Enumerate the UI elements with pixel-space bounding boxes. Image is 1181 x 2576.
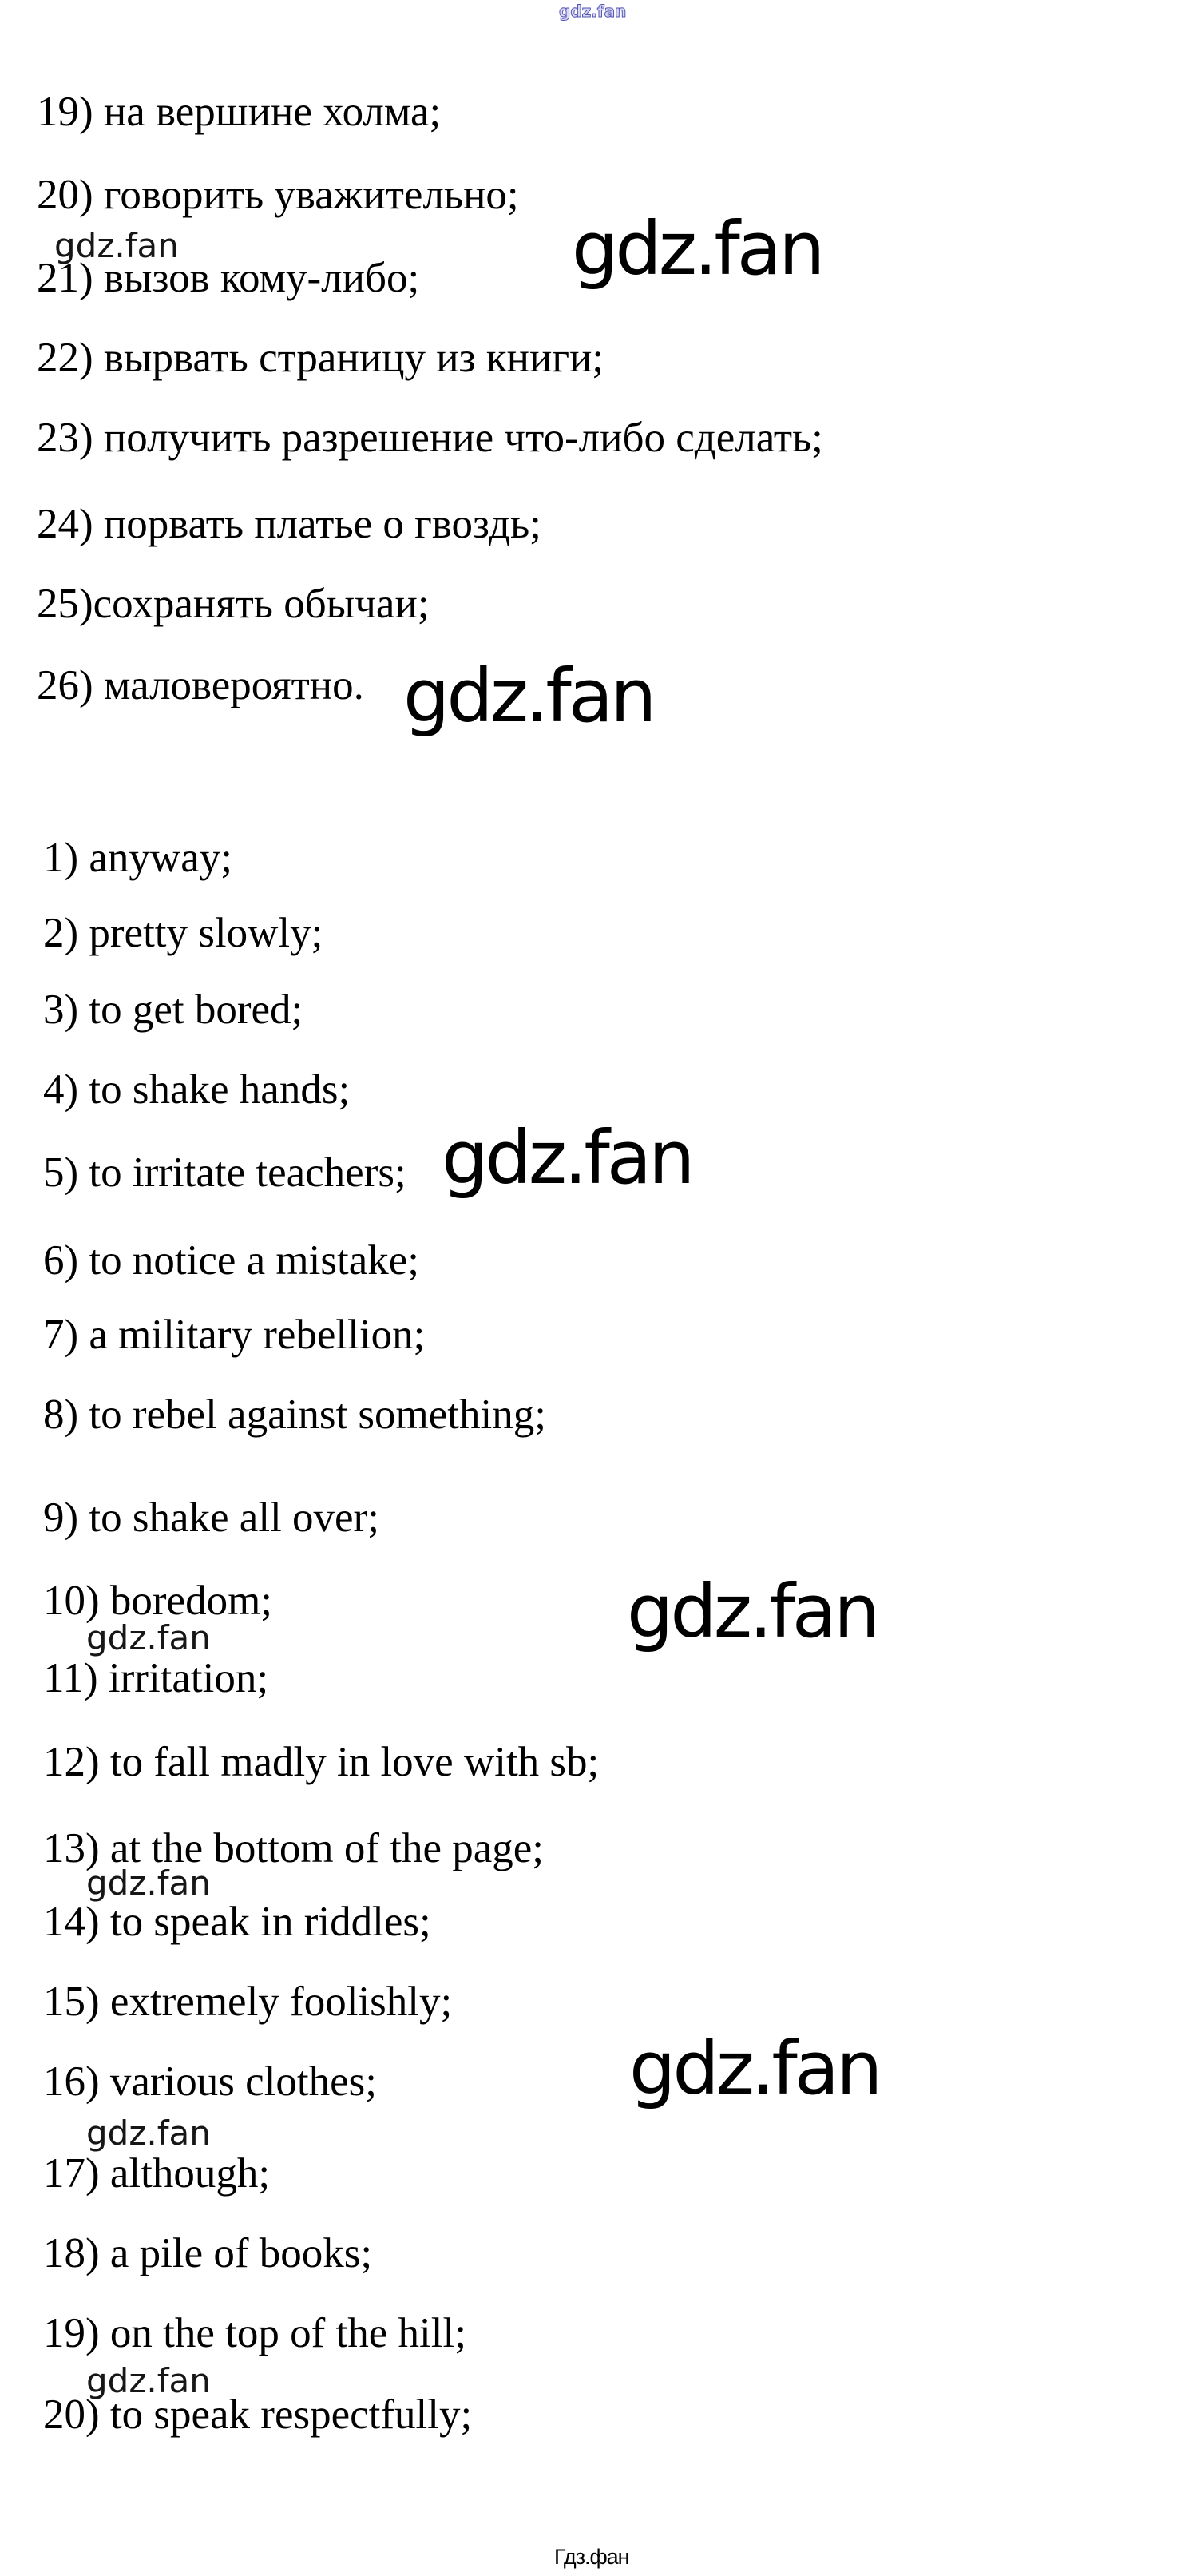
watermark-gdz-fan-small: gdz.fan	[86, 2361, 211, 2400]
answer-item-en: 14) to speak in riddles;	[43, 1899, 431, 1945]
watermark-gdz-fan-top: gdz.fan	[559, 2, 627, 21]
watermark-gdz-fan-large: gdz.fan	[629, 2026, 880, 2111]
answer-item-en: 13) at the bottom of the page;	[43, 1825, 544, 1871]
answer-item-en: 12) to fall madly in love with sb;	[43, 1739, 600, 1785]
watermark-gdz-fan-small: gdz.fan	[86, 1864, 211, 1903]
answer-item-ru: 21) вызов кому-либо;	[37, 255, 420, 301]
answer-item-en: 5) to irritate teachers;	[43, 1149, 406, 1196]
footer-site-name: Гдз.фан	[554, 2545, 629, 2569]
answer-item-ru: 23) получить разрешение что-либо сделать;	[37, 415, 823, 461]
watermark-gdz-fan-large: gdz.fan	[442, 1115, 692, 1201]
answer-item-ru: 22) вырвать страницу из книги;	[37, 335, 604, 381]
answer-item-en: 3) to get bored;	[43, 986, 303, 1033]
answer-item-en: 9) to shake all over;	[43, 1494, 379, 1541]
answer-item-en: 11) irritation;	[43, 1655, 269, 1701]
watermark-gdz-fan-large: gdz.fan	[627, 1569, 878, 1654]
watermark-gdz-fan-large: gdz.fan	[572, 206, 822, 292]
watermark-gdz-fan-small: gdz.fan	[86, 2114, 211, 2153]
answer-item-en: 19) on the top of the hill;	[43, 2310, 466, 2356]
answer-item-en: 4) to shake hands;	[43, 1066, 351, 1113]
answer-item-ru: 19) на вершине холма;	[37, 89, 442, 135]
answer-item-ru: 20) говорить уважительно;	[37, 172, 519, 218]
answer-item-en: 2) pretty slowly;	[43, 910, 323, 956]
answer-item-ru: 25)сохранять обычаи;	[37, 581, 430, 627]
watermark-gdz-fan-small: gdz.fan	[54, 226, 179, 265]
answer-item-en: 16) various clothes;	[43, 2058, 378, 2105]
answer-item-en: 1) anyway;	[43, 835, 232, 881]
answer-item-en: 10) boredom;	[43, 1578, 273, 1624]
answer-item-en: 18) a pile of books;	[43, 2230, 373, 2276]
answer-item-ru: 26) маловероятно.	[37, 662, 364, 708]
answer-item-en: 17) although;	[43, 2150, 271, 2197]
watermark-gdz-fan-small: gdz.fan	[86, 1618, 211, 1657]
answer-item-en: 8) to rebel against something;	[43, 1391, 546, 1438]
answer-item-en: 6) to notice a mistake;	[43, 1237, 419, 1284]
answer-item-ru: 24) порвать платье о гвоздь;	[37, 501, 541, 547]
watermark-gdz-fan-large: gdz.fan	[403, 653, 654, 739]
answer-item-en: 7) a military rebellion;	[43, 1312, 426, 1358]
answer-item-en: 15) extremely foolishly;	[43, 1979, 453, 2025]
answer-item-en: 20) to speak respectfully;	[43, 2391, 473, 2438]
